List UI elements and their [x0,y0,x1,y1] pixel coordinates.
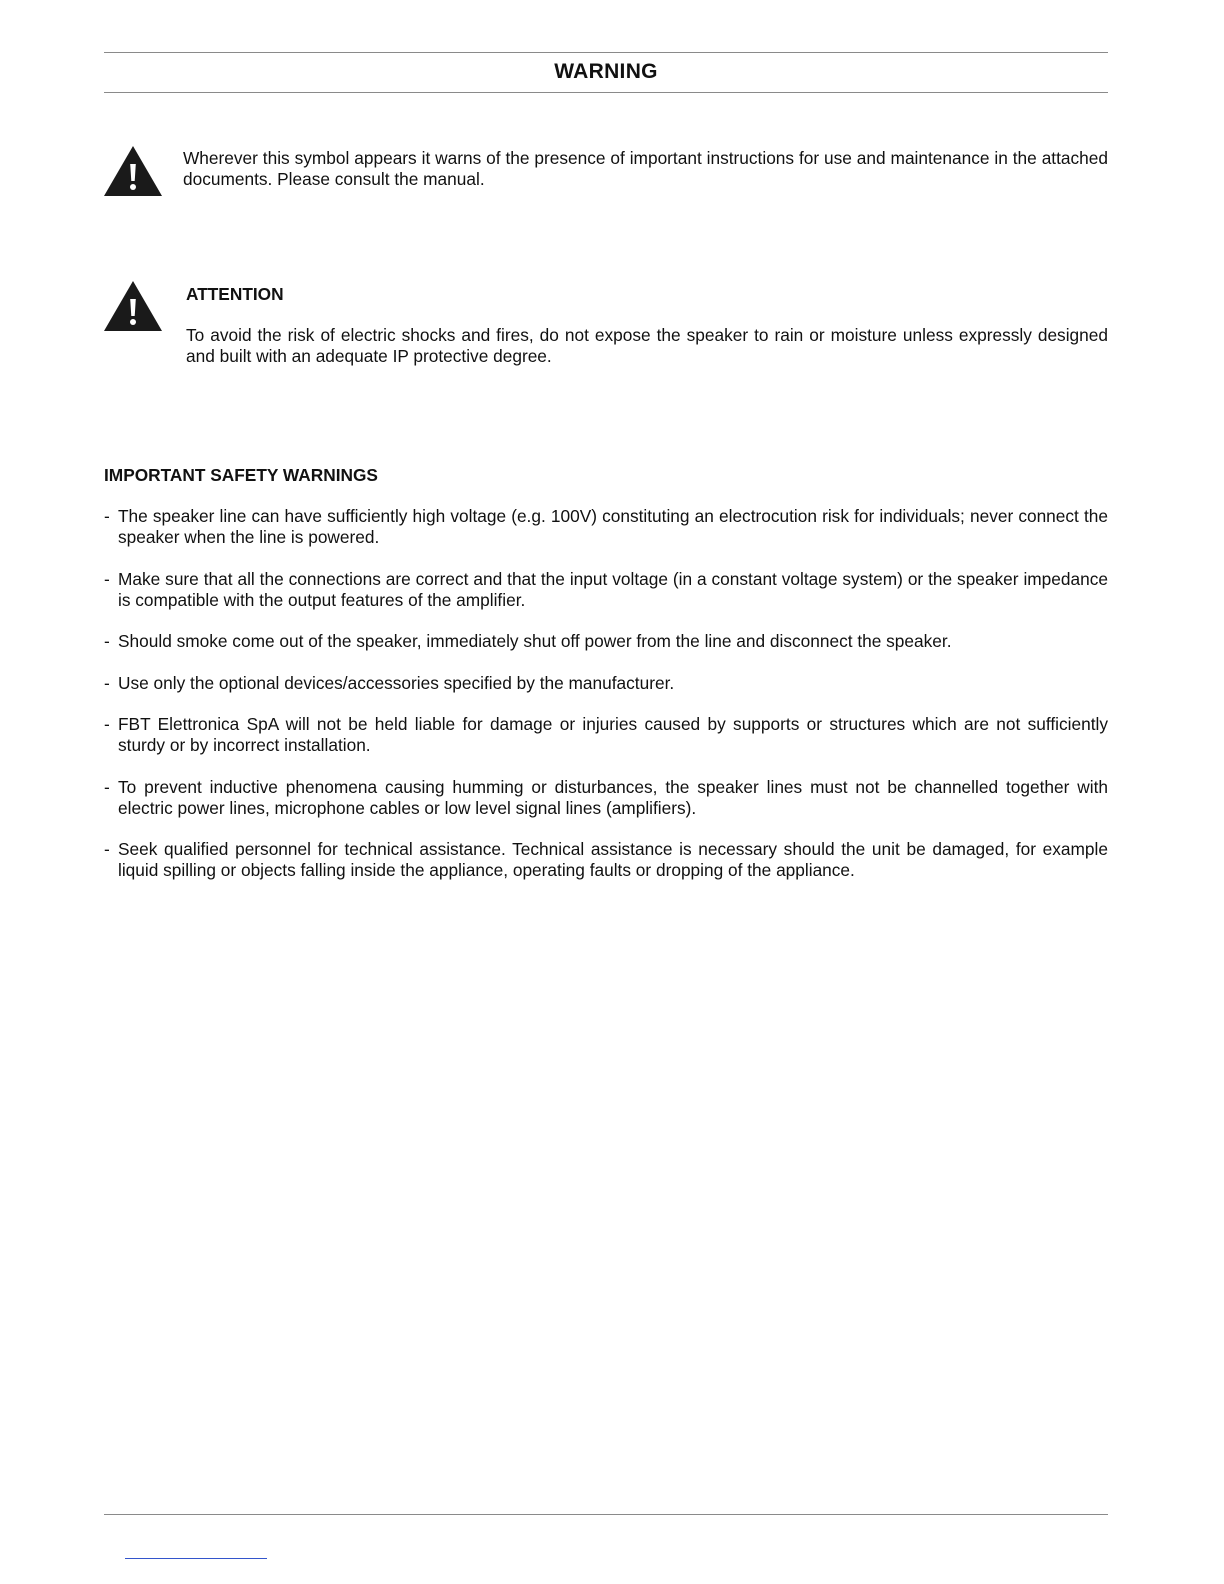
bullet-dash: - [104,839,110,859]
list-item [104,631,1108,652]
safety-warnings-list [104,506,1108,902]
bullet-dash: - [104,506,110,526]
safety-heading: IMPORTANT SAFETY WARNINGS [104,465,378,485]
attention-heading: ATTENTION [186,284,284,304]
page-title: WARNING [554,60,658,83]
symbol-note-text: Wherever this symbol appears it warns of the presence of important instructions for use and maintenance in the attached documents. Please consult the manual. [183,148,1108,189]
list-item [104,673,1108,694]
list-item-text: Should smoke come out of the speaker, immediately shut off power from the line and disconnect the speaker. [118,631,952,651]
list-item-text: FBT Elettronica SpA will not be held liable for damage or injuries caused by supports or structures which are not sufficiently sturdy or by incorrect installation. [118,714,1108,755]
list-item-text: Seek qualified personnel for technical assistance. Technical assistance is necessary should the unit be damaged, for example liquid spilling or objects falling inside the appliance, operating faults or dropping of the appliance. [118,839,1108,880]
list-item [104,714,1108,756]
attention-text: To avoid the risk of electric shocks and fires, do not expose the speaker to rain or moisture unless expressly designed and built with an adequate IP protective degree. [186,325,1108,366]
footer-link-underline [125,1558,267,1559]
list-item [104,839,1108,881]
list-item [104,569,1108,611]
list-item-text: To prevent inductive phenomena causing humming or disturbances, the speaker lines must not be channelled together with electric power lines, microphone cables or low level signal lines (amplifiers). [118,776,1108,818]
footer-rule [104,1514,1108,1515]
bullet-dash: - [104,568,110,589]
list-item [104,506,1108,548]
bullet-dash: - [104,776,110,797]
bullet-dash: - [104,631,110,651]
list-item-text: Make sure that all the connections are correct and that the input voltage (in a constant voltage system) or the speaker impedance is compatible with the output features of the amplifier. [118,568,1108,610]
list-item-text: The speaker line can have sufficiently high voltage (e.g. 100V) constituting an electrocution risk for individuals; never connect the speaker when the line is powered. [118,506,1108,547]
list-item [104,777,1108,819]
warning-triangle-icon [103,280,163,332]
list-item-text: Use only the optional devices/accessories specified by the manufacturer. [118,672,675,693]
bullet-dash: - [104,714,110,734]
warning-triangle-icon [103,145,163,197]
header-bottom-rule [104,92,1108,93]
bullet-dash: - [104,672,110,693]
header-top-rule [104,52,1108,53]
